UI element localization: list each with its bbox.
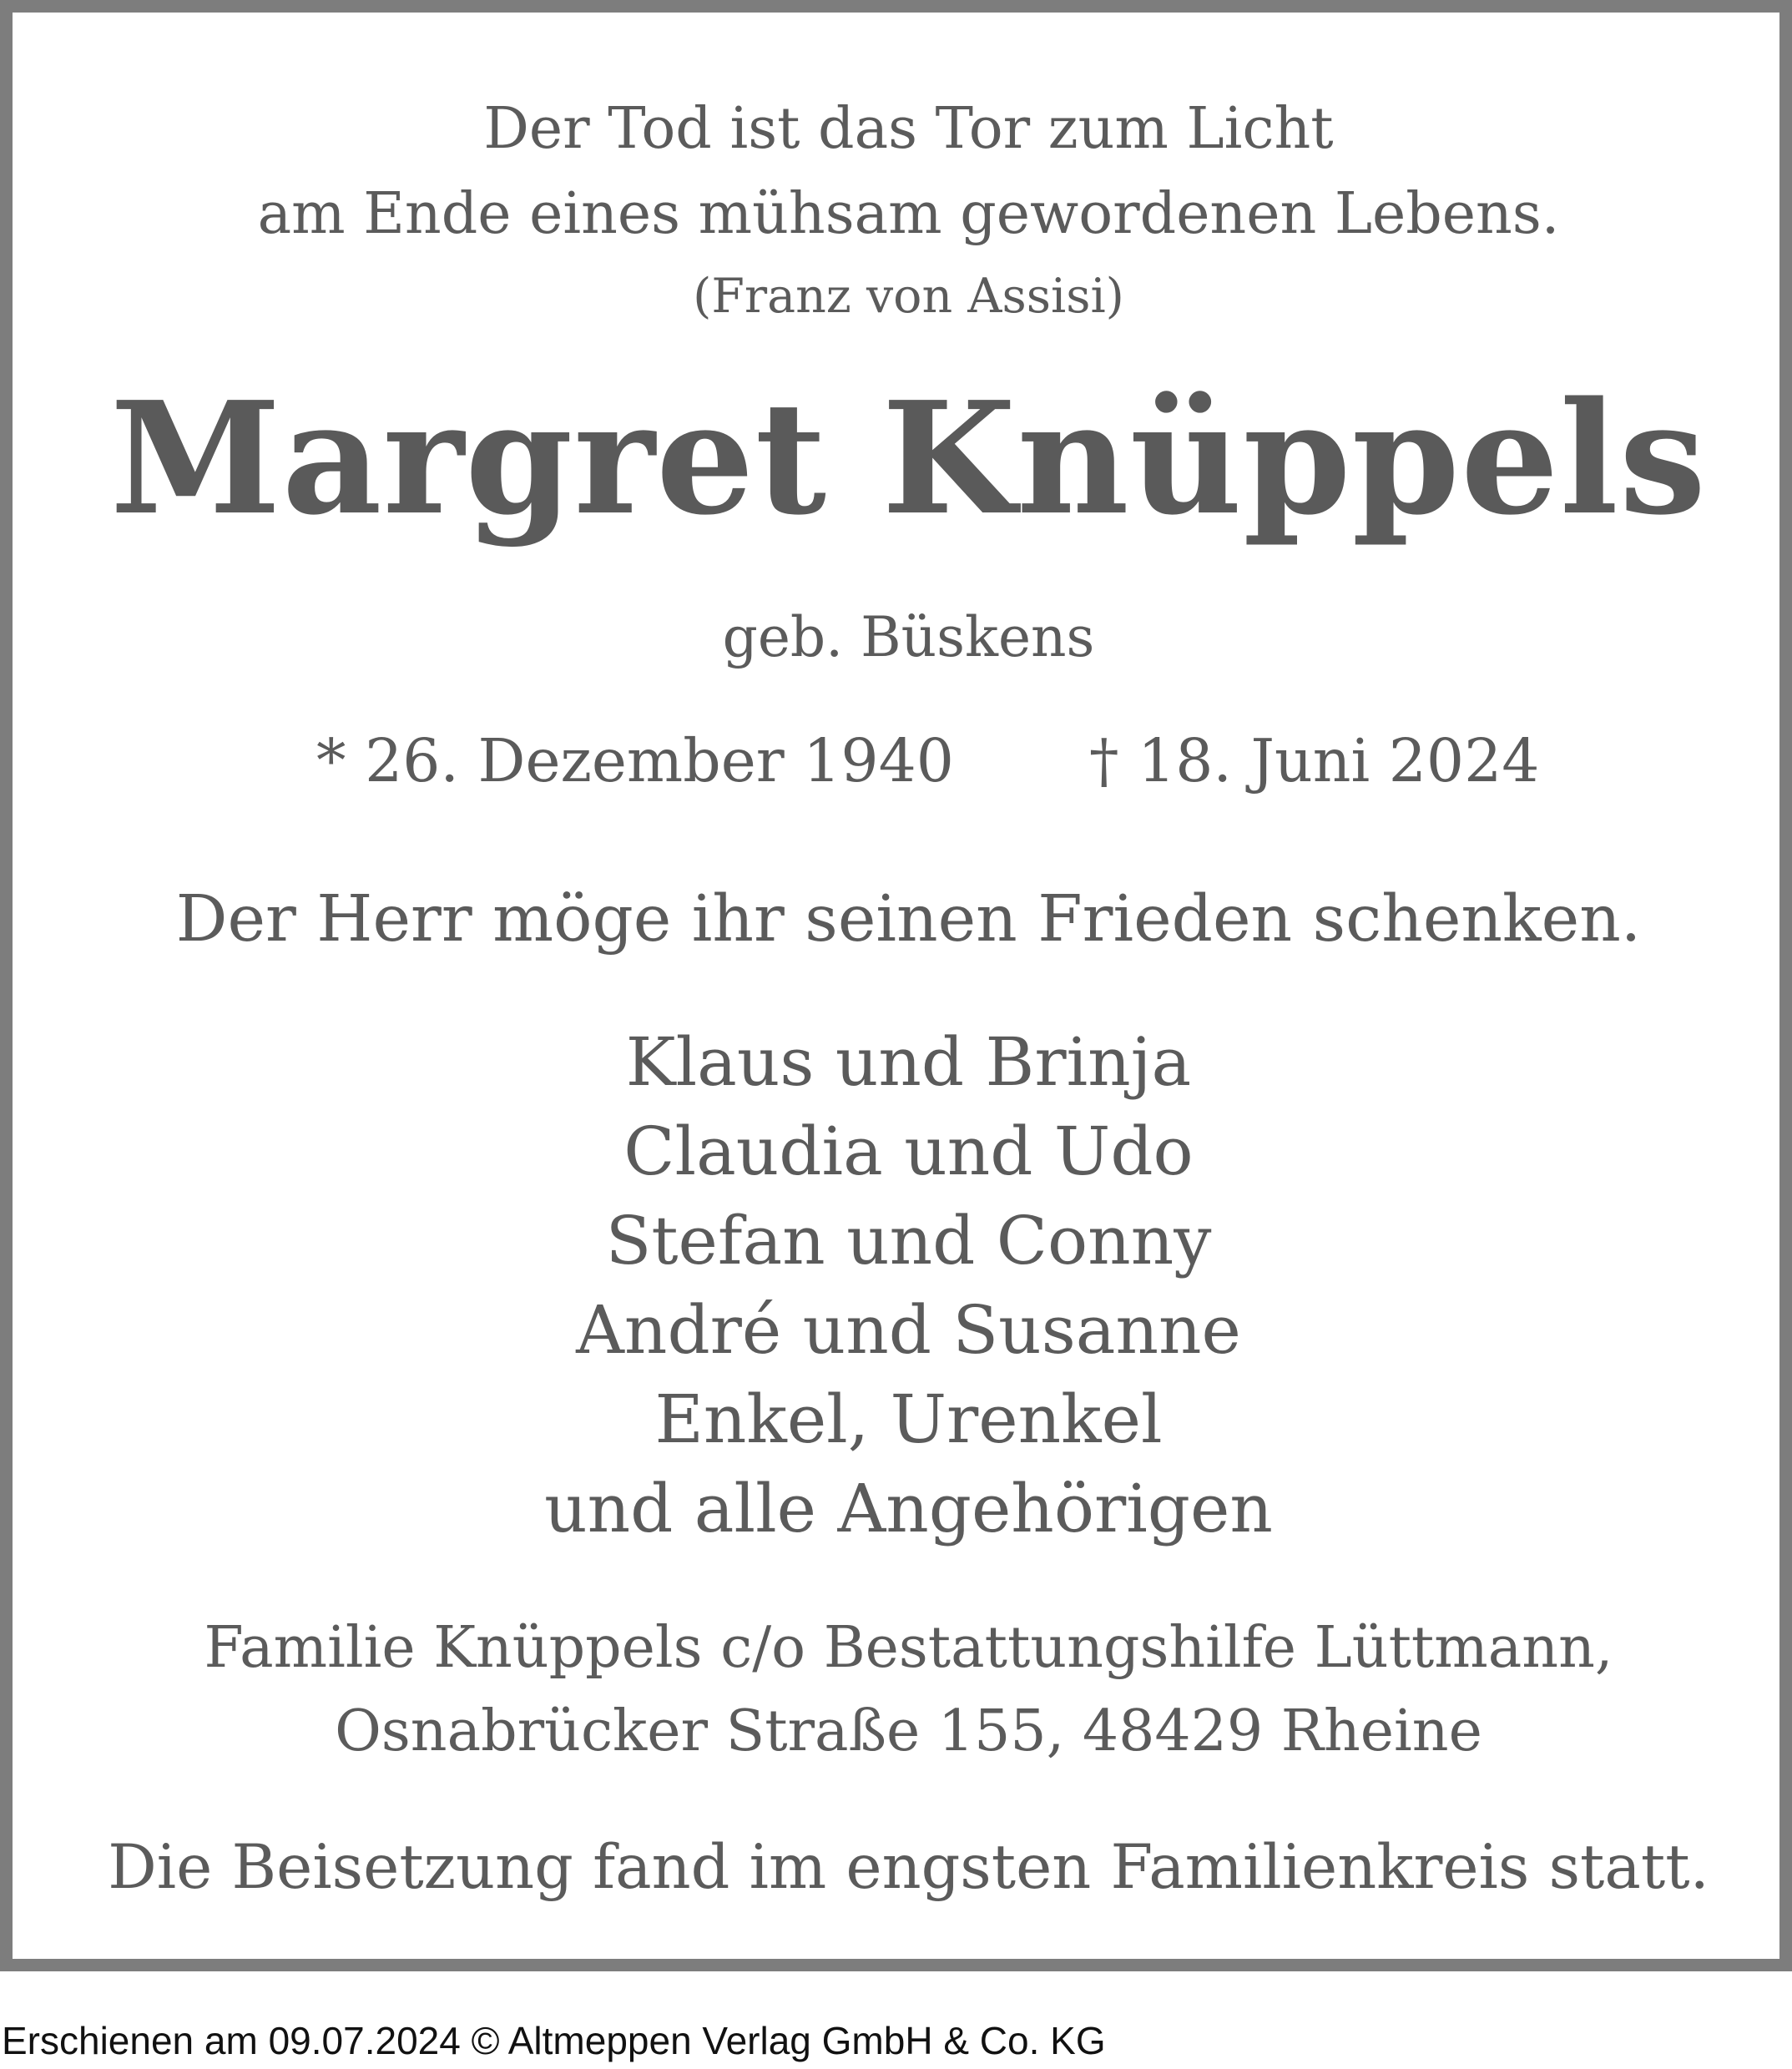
quote-line-1: Der Tod ist das Tor zum Licht	[483, 96, 1334, 162]
publication-footer: Erschienen am 09.07.2024 © Altmeppen Verlag GmbH & Co. KG	[2, 2019, 1106, 2062]
mourner-line: Klaus und Brinja	[625, 1023, 1192, 1101]
maiden-name: geb. Büskens	[722, 605, 1095, 669]
deceased-name: Margret Knüppels	[109, 367, 1708, 549]
mourner-line: André und Susanne	[576, 1291, 1241, 1369]
death-date: † 18. Juni 2024	[1089, 726, 1540, 795]
contact-line-2: Osnabrücker Straße 155, 48429 Rheine	[335, 1698, 1482, 1764]
burial-note: Die Beisetzung fand im engsten Familienkreis statt.	[108, 1832, 1709, 1903]
contact-line-1: Familie Knüppels c/o Bestattungshilfe Lüttmann,	[204, 1615, 1613, 1681]
mourner-line: Claudia und Udo	[623, 1113, 1194, 1190]
mourner-line: und alle Angehörigen	[544, 1470, 1273, 1547]
quote-line-2: am Ende eines mühsam gewordenen Lebens.	[257, 181, 1560, 247]
mourner-line: Stefan und Conny	[605, 1202, 1212, 1279]
prayer-line: Der Herr möge ihr seinen Frieden schenken.	[175, 882, 1642, 956]
birth-date: * 26. Dezember 1940	[316, 726, 954, 795]
mourner-line: Enkel, Urenkel	[654, 1380, 1163, 1458]
quote-source: (Franz von Assisi)	[693, 269, 1124, 324]
